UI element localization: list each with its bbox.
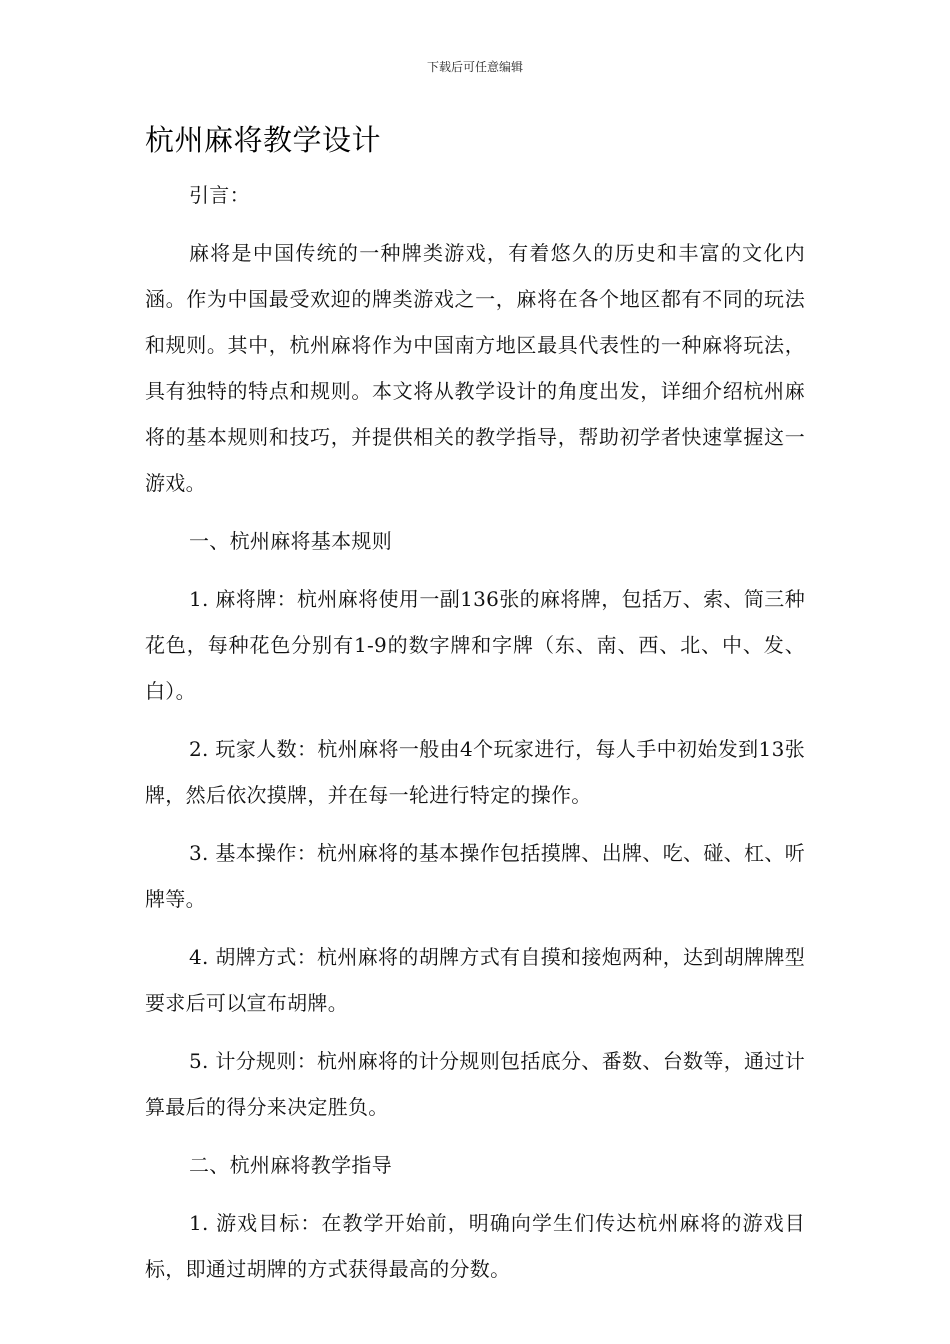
document-body: [145, 172, 805, 1304]
paragraph-intro-heading: 引言：: [189, 183, 250, 207]
paragraph-rule-tiles: 1. 麻将牌：杭州麻将使用一副136张的麻将牌，包括万、索、筒三种花色，每种花色分别有1-9的数字牌和字牌（东、南、西、北、中、发、白）。: [145, 587, 805, 703]
section-heading-basic-rules: 一、杭州麻将基本规则: [189, 529, 392, 553]
header-note: 下载后可任意编辑: [426, 60, 523, 74]
paragraph-rule-scoring: 5. 计分规则：杭州麻将的计分规则包括底分、番数、台数等，通过计算最后的得分来决定胜负。: [145, 1049, 805, 1119]
paragraph-rule-players: 2. 玩家人数：杭州麻将一般由4个玩家进行，每人手中初始发到13张牌，然后依次摸牌，并在每一轮进行特定的操作。: [145, 737, 805, 807]
paragraph-intro: 麻将是中国传统的一种牌类游戏，有着悠久的历史和丰富的文化内涵。作为中国最受欢迎的牌类游戏之一，麻将在各个地区都有不同的玩法和规则。其中，杭州麻将作为中国南方地区最具代表性的一种麻将玩法，具有独特的特点和规则。本文将从教学设计的角度出发，详细介绍杭州麻将的基本规则和技巧，并提供相关的教学指导，帮助初学者快速掌握这一游戏。: [145, 241, 805, 495]
paragraph-rule-operations: 3. 基本操作：杭州麻将的基本操作包括摸牌、出牌、吃、碰、杠、听牌等。: [145, 841, 805, 911]
section-heading-teaching-guide: 二、杭州麻将教学指导: [189, 1153, 392, 1177]
paragraph-guide-goal: 1. 游戏目标：在教学开始前，明确向学生们传达杭州麻将的游戏目标，即通过胡牌的方式获得最高的分数。: [145, 1211, 805, 1281]
document-title: 杭州麻将教学设计: [145, 123, 382, 157]
paragraph-rule-winning: 4. 胡牌方式：杭州麻将的胡牌方式有自摸和接炮两种，达到胡牌牌型要求后可以宣布胡牌。: [145, 945, 805, 1015]
